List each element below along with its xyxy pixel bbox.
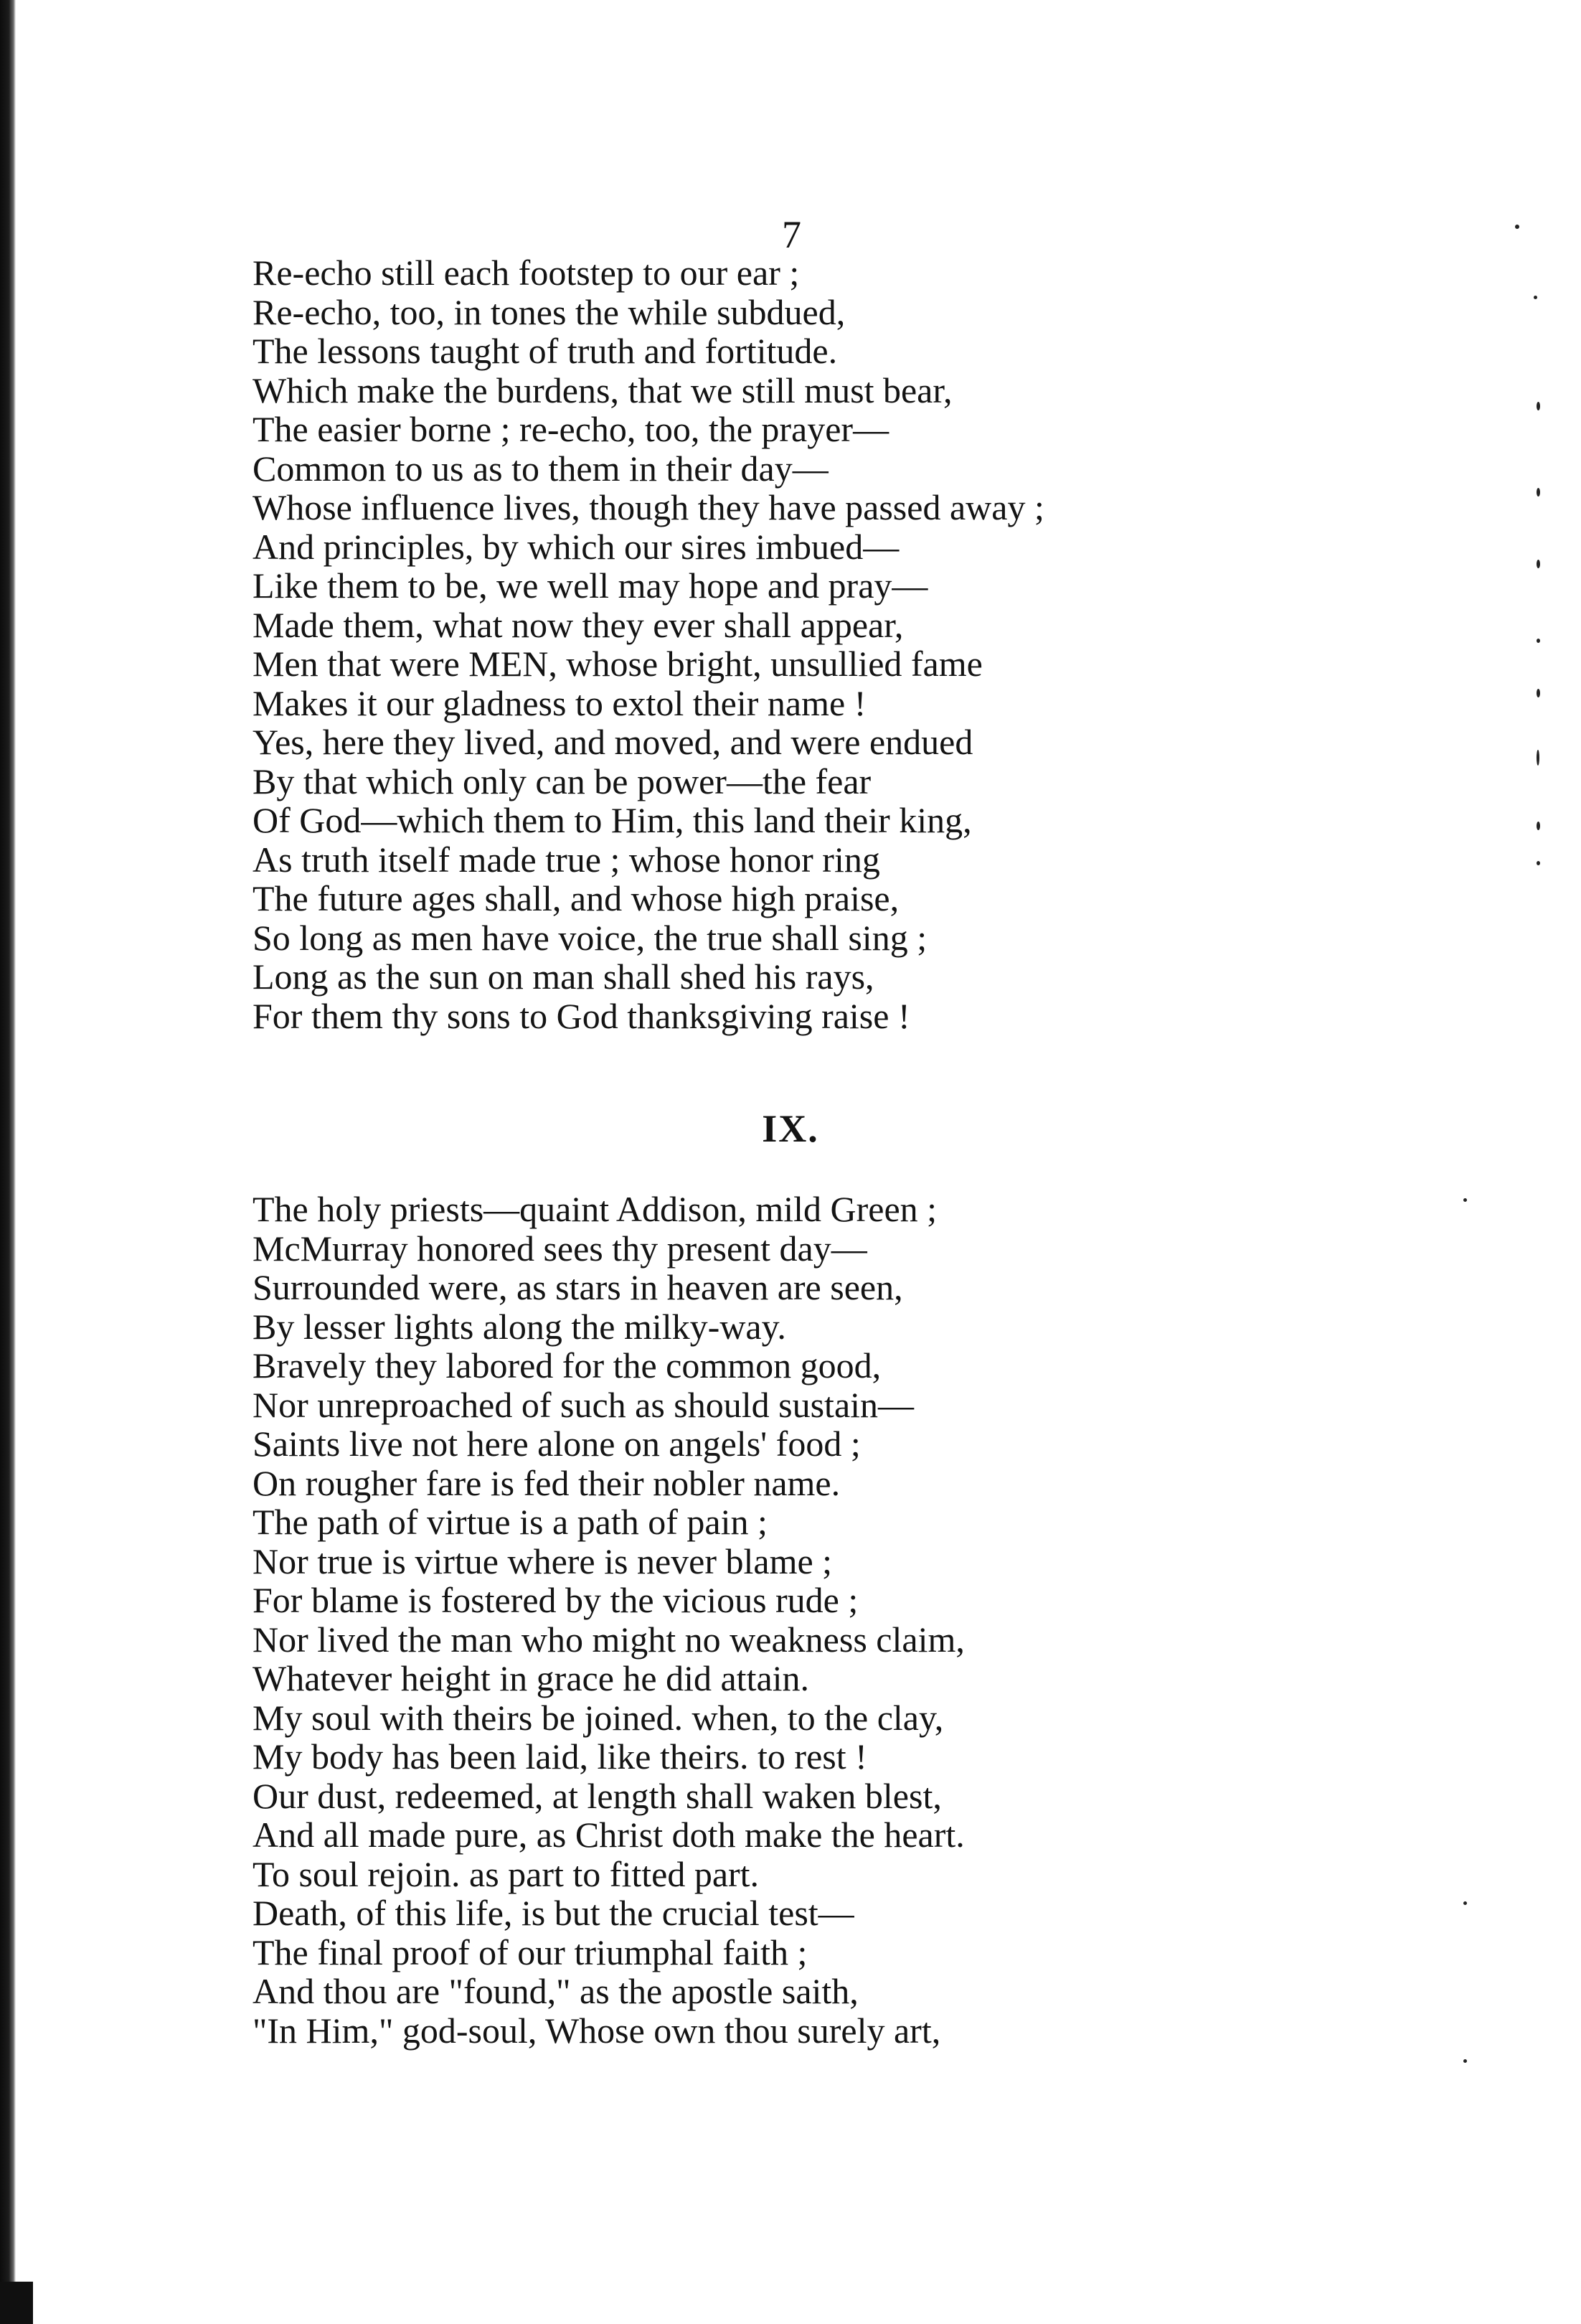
margin-speck [1537, 488, 1540, 497]
verse-line: So long as men have voice, the true shall sing ; [253, 917, 928, 958]
verse-line: The final proof of our triumphal faith ; [253, 1932, 808, 1972]
verse-line: As truth itself made true ; whose honor ring [253, 839, 880, 880]
verse-line: The easier borne ; re-echo, too, the prayer— [253, 409, 889, 449]
verse-line: Nor lived the man who might no weakness claim, [253, 1619, 965, 1660]
verse-line: For them thy sons to God thanksgiving raise ! [253, 995, 910, 1036]
verse-line: For blame is fostered by the vicious rude ; [253, 1580, 859, 1620]
verse-line: "In Him," god-soul, Whose own thou surely art, [253, 2010, 941, 2051]
verse-line: By that which only can be power—the fear [253, 761, 872, 801]
verse-line: And all made pure, as Christ doth make the heart. [253, 1815, 965, 1855]
margin-speck [1537, 402, 1540, 410]
verse-line: The future ages shall, and whose high praise, [253, 878, 900, 918]
verse-line: Death, of this life, is but the crucial test— [253, 1893, 854, 1933]
verse-line: Re-echo still each footstep to our ear ; [253, 253, 800, 293]
verse-line: The path of virtue is a path of pain ; [253, 1502, 768, 1542]
margin-speck [1537, 750, 1539, 766]
verse-line: Made them, what now they ever shall appear, [253, 604, 904, 645]
margin-speck [1463, 1901, 1467, 1905]
verse-line: The lessons taught of truth and fortitude. [253, 331, 838, 371]
verse-line: Men that were MEN, whose bright, unsullied fame [253, 644, 983, 684]
verse-line: Re-echo, too, in tones the while subdued, [253, 291, 846, 332]
margin-speck [1463, 2059, 1467, 2063]
margin-speck [1537, 639, 1540, 643]
verse-line: My body has been laid, like theirs. to rest ! [253, 1736, 867, 1777]
stanza-ix [253, 1190, 965, 2050]
verse-line: Of God—which them to Him, this land their king, [253, 800, 972, 840]
verse-line: Whose influence lives, though they have passed away ; [253, 487, 1044, 527]
verse-line: Whatever height in grace he did attain. [253, 1658, 810, 1698]
verse-line: Saints live not here alone on angels' food ; [253, 1424, 861, 1464]
margin-speck [1534, 296, 1537, 299]
verse-line: Like them to be, we well may hope and pray— [253, 565, 928, 606]
verse-line: To soul rejoin. as part to fitted part. [253, 1853, 760, 1894]
verse-line: My soul with theirs be joined. when, to the clay, [253, 1697, 944, 1738]
verse-line: Our dust, redeemed, at length shall waken blest, [253, 1775, 942, 1816]
verse-line: Common to us as to them in their day— [253, 448, 829, 489]
verse-line: Bravely they labored for the common good, [253, 1345, 882, 1386]
verse-line: Which make the burdens, that we still must bear, [253, 370, 953, 410]
verse-line: The holy priests—quaint Addison, mild Green ; [253, 1189, 938, 1229]
page-number: 7 [782, 213, 801, 256]
verse-line: Nor true is virtue where is never blame ; [253, 1540, 833, 1581]
margin-speck [1515, 225, 1519, 229]
margin-speck [1463, 1198, 1467, 1202]
margin-speck [1537, 689, 1540, 697]
verse-line: McMurray honored sees thy present day— [253, 1228, 867, 1269]
book-binding-shadow [0, 2282, 33, 2324]
section-heading-ix: IX. [762, 1107, 819, 1150]
verse-line: And principles, by which our sires imbued— [253, 526, 900, 567]
verse-line: Long as the sun on man shall shed his rays, [253, 956, 874, 997]
verse-line: Yes, here they lived, and moved, and were endued [253, 722, 973, 762]
margin-speck [1537, 822, 1540, 830]
verse-line: On rougher fare is fed their nobler name. [253, 1462, 841, 1503]
stanza-continued [253, 253, 1044, 1035]
verse-line: Makes it our gladness to extol their name ! [253, 682, 867, 723]
book-binding-edge [0, 0, 16, 2324]
verse-line: Nor unreproached of such as should sustain— [253, 1384, 915, 1425]
verse-line: Surrounded were, as stars in heaven are seen, [253, 1267, 903, 1307]
margin-speck [1537, 560, 1540, 568]
margin-speck [1537, 861, 1540, 865]
verse-line: By lesser lights along the milky-way. [253, 1306, 786, 1347]
verse-line: And thou are "found," as the apostle saith, [253, 1971, 859, 2011]
